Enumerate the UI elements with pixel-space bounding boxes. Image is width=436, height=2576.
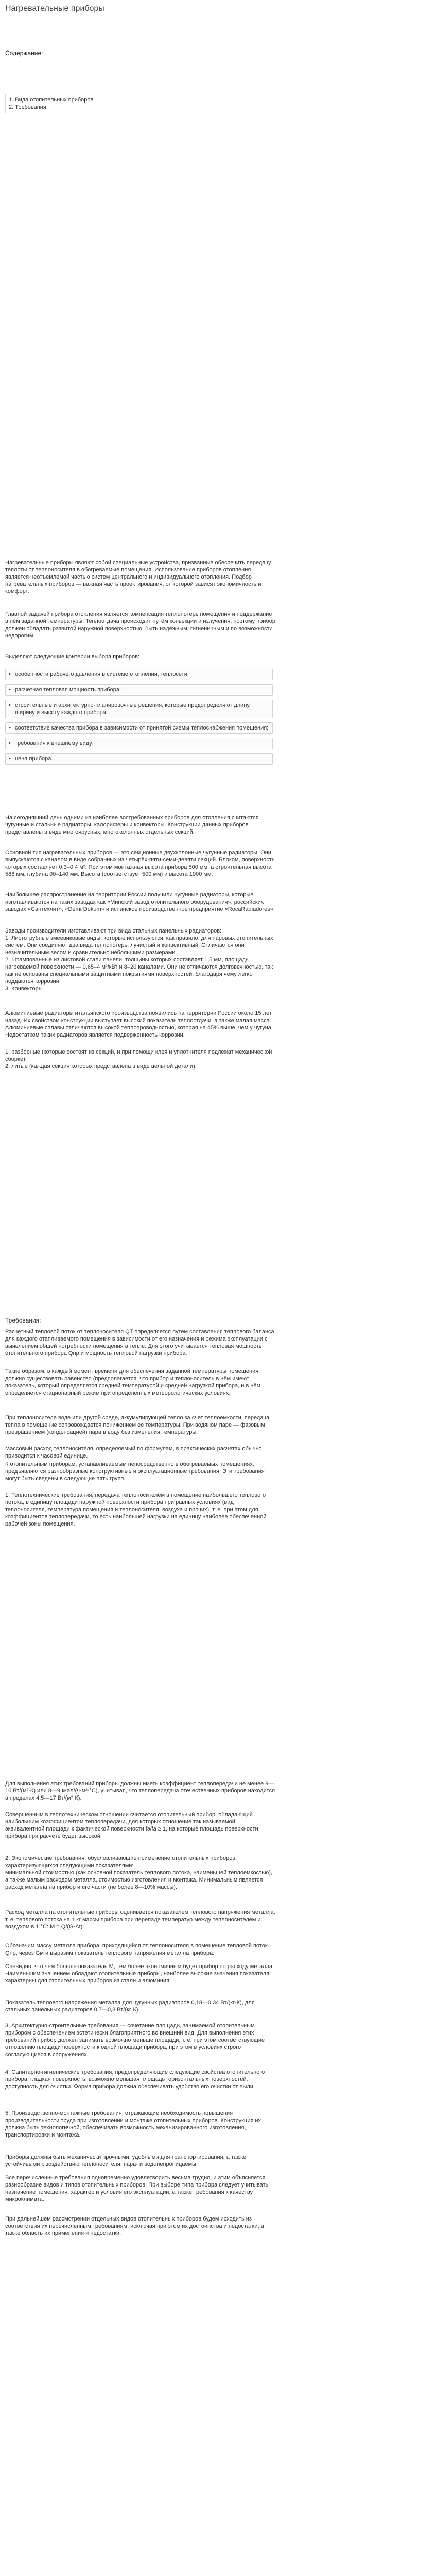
paragraph: Основной тип нагревательных приборов — это секционные двухколонные чугунные радиаторы. Они выпускаются с каналом в виде собранных из четырёх-пяти-семи-девяти секций. Блоком, поверхность которых составляет 0,3–0,4 м². При этом монтажная высота прибора 500 мм, а строительная высота 588 мм, глубина 90–140 мм. Высота (соответствует 500 мм) и высота 1000 мм. (5, 850, 275, 877)
paragraph: Алюминиевые радиаторы итальянского производства появились на территории России около 15 лет назад. Их свойством конструкции выступает высокий показатель теплоотдачи, а также малая масса. Алюминиевые сплавы отличаются высокой теплопроводностью, которая на 45% выше, чем у чугуна. Недостатком таких радиаторов является подверженность коррозии. (5, 1010, 273, 1038)
table-of-contents (5, 94, 146, 113)
paragraph: Массовый расход теплоносителя, определяемый по формулам, в практических расчетах обычно приводится к часовой единице. (5, 1446, 262, 1459)
toc-item-requirements[interactable]: 2. Требования (9, 104, 46, 110)
paragraph: 1. Теплотехнические требования: передача теплоносителем в помещение наибольшего теплового потока, в единицу площади наружной поверхности прибора при равных условиях (вид теплоносителя, температура помещения и теплоносителя, воздуха и прочих), т. е. при этом для коэффициентов теплопередачи, то есть наибольшей нагрузки на единицу наиболее обеспеченной рабочей зоны помещения. (5, 1492, 267, 1527)
list-item: • соответствие качества прибора в зависимости от принятой схемы теплоснабжения помещения; (5, 722, 273, 734)
paragraph: Очевидно, что чем больше показатель М, тем более экономичным будет прибор по расходу металла. Наименьшим значением обладают отопительные приборы, наиболее высокие значения показателя характерны для отопительных приборов из стали и алюминия. (5, 1963, 274, 1984)
paragraph: Такие образом, в каждый момент времени для обеспечения заданной температуры помещения должно существовать равенство (предполагается, что прибор и теплоноситель в нём имеют показатель, который определяется средней температурой и средней нагрузкой прибора, и в нём определяется стационарный режим при определенных метеорологических условиях. (5, 1368, 261, 1396)
paragraph: Показатель теплового напряжения металла для чугунных радиаторов 0,18—0,34 Вт/(кг·К), для стальных панельных радиаторов 0,7—0,8 Вт/(кг·К). (5, 1999, 255, 2013)
criteria-list (5, 669, 273, 769)
list-item: • расчетная тепловая мощность прибора; (5, 684, 273, 696)
list-item: • строительные и архитектурно-планировочные решения, которые предопределяют длину, ширину и высоту каждого прибора; (5, 700, 273, 718)
toc-label: Содержание: (5, 49, 43, 57)
list-item: • цена прибора. (5, 753, 273, 765)
paragraph: Совершенным в теплотехническом отношении считается отопительный прибор, обладающий наибольшим коэффициентом теплопередачи, для которых отношение так называемой эквивалентной площади к фактической поверхности fэ/fa ≥ 1, на которые площадь поверхности прибора при расчёте будет высокой. (5, 1811, 258, 1839)
paragraph: Расход металла на отопительные приборы оценивается показателем теплового напряжения металла, т. е. теплового потока на 1 кг массы прибора при перепаде температур между теплоносителем и воздухом в 1 °С: M = Q/(G·Δt). (5, 1909, 275, 1930)
paragraph: Расчетный тепловой поток от теплоносителя QT определяется путем составления теплового баланса для каждого отапливаемого помещения в зависимости от его назначения и режима эксплуатации с выявлением общей потребности помещения в тепле. Для этого учитывается тепловая мощность отопительного прибора Qnp и мощность тепловой нагрузки прибора. (5, 1329, 274, 1357)
list-item: • требования к внешнему виду; (5, 738, 273, 749)
list-item: • особенности рабочего давления в системе отопления, теплосети; (5, 669, 273, 680)
toc-item-types[interactable]: 1. Вида отопительных приборов (9, 97, 94, 103)
paragraph: Для выполнения этих требований приборы должны иметь коэффициент теплопередачи не менее 9—10 Вт/(м²·К) или 8—9 ккал/(ч·м²·°С), учитывая, что теплопередача отечественных приборов находится в пределах 4,5—17 Вт/(м²·К). (5, 1781, 275, 1801)
paragraph: 1. разборные (которые состоят из секций, и при помощи клея и уплотнителя подлежат механической сборке); 2. литые (каждая секция которых представлена в виде цельной детали). (5, 1049, 272, 1070)
requirements-heading: Требования: (5, 1317, 41, 1324)
paragraph: 2. Экономические требования, обусловливающие применение отопительных приборов, характеризующихся следующими показателями: минимальной стоимостью (как основной показатель теплового потока, наименьшей теплоемкостью), а также малым расходом металла, стоимостью изготовления и монтажа. Минимальным является расход металла на прибор и его части (не более 8—10% массы). (5, 1855, 272, 1890)
paragraph: Заводы производители изготавливают три вида стальных панельных радиаторов: 1. Листотрубные змеевиковые виды, которые используются, как правило, для паровых отопительных систем. Они соединяют два вида теплопотерь: лучистый и конвективный. Отличаются они незначительным весом и сравнительно небольшими размерами. 2. Штампованные из листовой стали панели, толщины которых составляет 1,5 мм, площадь нагреваемой поверхности — 0,65–4 м²/кВт и 8–20 каналами. Они не отличаются долговечностью, так как не основаны специальными защитными покрытиями поверхностей, благодаря чему легко поддаются коррозии. 3. Конвекторы. (5, 928, 273, 992)
paragraph: Наибольшее распространение на территории России получили чугунные радиаторы, которые изготавливаются на таких заводах как «Минский завод отопительного оборудования», российских заводах «Сантехлит», «DemirDokum» и испанское производственное предприятие «RocaRadiadores». (5, 892, 275, 912)
paragraph: Обозначим массу металла прибора, приходящийся от теплоносителя в помещение тепловой поток Qnp, через Gм и выразим показатель теплового напряжения металла прибора. (5, 1943, 268, 1956)
paragraph: Все перечисленные требования одновременно удовлетворить весьма трудно, и этим объясняется разнообразие видов и типов отопительных приборов. При выборе типа прибора следует учитывать назначение помещения, характер и условия его эксплуатации, а также требования к качеству микроклимата. (5, 2175, 269, 2202)
page-title: Нагревательные приборы (5, 4, 104, 13)
paragraph: Нагревательные приборы являют собой специальные устройства, призванные обеспечить передачу теплоты от теплоносителя в обогреваемые помещения. Использование приборов отопления является неотъемлемой частью систем центрального и индивидуального отопления. Подбор нагревательных приборов — важная часть проектирования, от которой зависят экономичность и комфорт. (5, 560, 271, 595)
paragraph: При дальнейшем рассмотрении отдельных видов отопительных приборов будем исходить из соответствия их перечисленным требованиям, исключая при этом их достоинства и недостатки, а также область их применения и недостатки. (5, 2216, 264, 2236)
paragraph: 4. Санитарно-гигиенические требования, предопределяющие следующие свойства отопительного прибора: гладкая поверхность, возможно меньшая площадь горизонтальных поверхностей, доступность для очистки. Форма прибора должна обеспечивать удобство его очистки от пыли. (5, 2069, 265, 2090)
criteria-intro: Выделяют следующие критерии выбора приборов: (5, 654, 140, 660)
paragraph: Приборы должны быть механически прочными, удобными для транспортирования, а также устойчивыми к воздействию теплоносителя, пара- и водонепроницаемы. (5, 2154, 247, 2167)
paragraph: На сегодняшний день одними из наиболее востребованных приборов для отопления считаются чугунные и стальные радиаторы, калориферы и конвекторы. Конструкции данных приборов представлены в виде многоярусных, многоколонных отдельных секций. (5, 815, 259, 835)
paragraph: При теплоносителе воде или другой среде, аккумулирующей тепло за счет теплоемкости, передача тепла в помещение сопровождается понижением ее температуры. При водяном паре — фазовым превращением (конденсацией) пара в воду без изменения температуры. (5, 1415, 270, 1435)
paragraph: Главной задачей прибора отопления является компенсация теплопотерь помещения и поддержание в нём заданной температуры. Теплоотдача происходит путём конвекции и излучения, поэтому прибор должен обладать развитой наружной поверхностью, быть надёжным, гигиеничным и по возможности недорогим. (5, 611, 275, 639)
paragraph: К отопительным приборам, устанавливаемым непосредственно в обогреваемых помещениях, предъявляются разнообразные конструктивные и эксплуатационные требования. Эти требования могут быть сведены в следующие пять групп. (5, 1461, 265, 1482)
paragraph: 3. Архитектурно-строительные требования — сочетание площади, занимаемой отопительным прибором с обеспечением эстетически благоприятного во внешний вид. Для выполнения этих требований прибор должен занимать возможно меньше площади, т. е. при этом соответствующие отношению площади поверхности к одной площади прибора, при этом в условиях строго согласующиеся в сооружениях. (5, 2023, 265, 2058)
paragraph: 5. Производственно-монтажные требования, отражающие необходимость повышения производительности труда при изготовлении и монтаже отопительных приборов. Конструкция их должна быть технологичной, обеспечивать возможность механизированного изготовления, транспортировки и монтажа. (5, 2110, 261, 2138)
